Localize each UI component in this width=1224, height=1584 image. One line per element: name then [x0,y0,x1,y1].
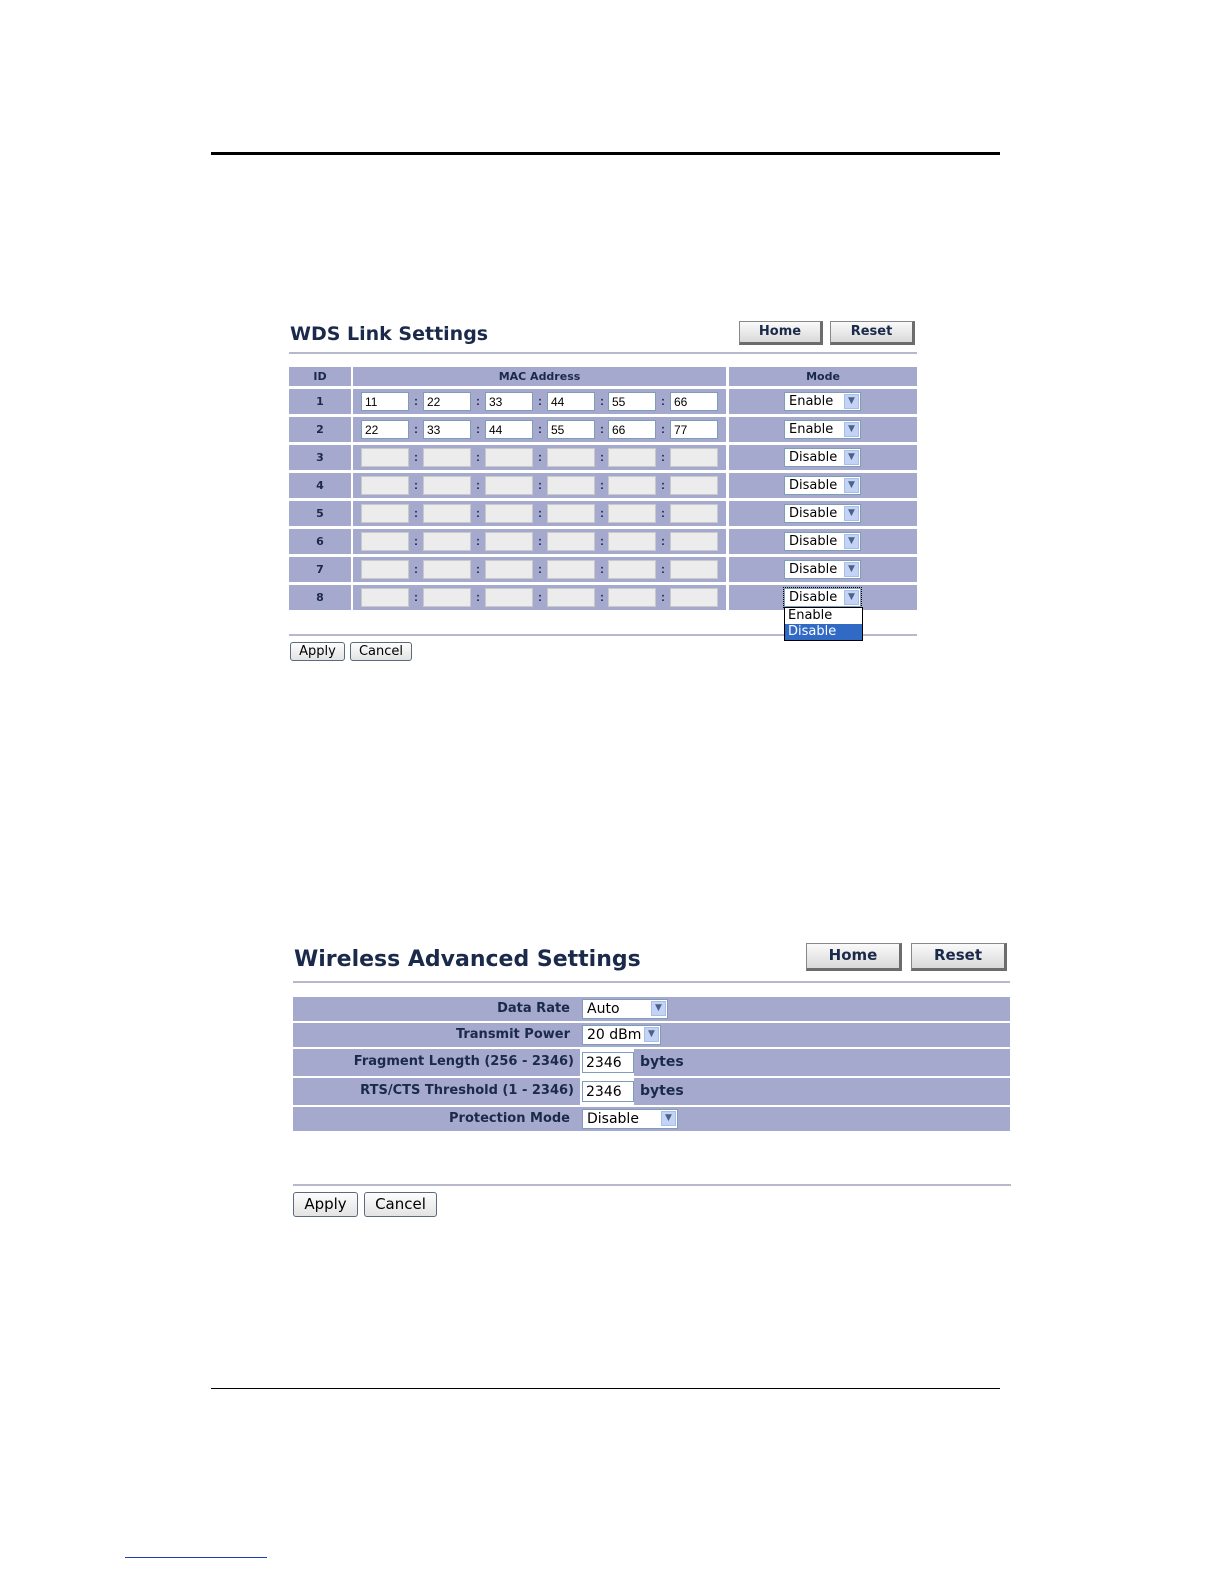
wds-row-id: 6 [316,535,324,548]
chevron-down-icon: ▼ [844,562,859,577]
chevron-down-icon: ▼ [651,1001,666,1016]
mac-octet-input-3[interactable] [485,420,533,439]
wds-bottom-divider-end [863,634,917,636]
mac-separator: : [476,422,480,436]
mac-separator: : [538,478,542,492]
mac-octet-input-1[interactable] [361,588,409,607]
mac-separator: : [414,506,418,520]
chevron-down-icon: ▼ [844,506,859,521]
wds-row-id-cell [289,501,351,526]
mac-separator: : [661,534,665,548]
mac-separator: : [414,422,418,436]
mac-separator: : [600,450,604,464]
mac-octet-input-3[interactable] [485,560,533,579]
mode-select-value: Disable [789,562,838,577]
mac-octet-input-3[interactable] [485,532,533,551]
fragment-length-row [293,1049,1010,1076]
wds-row-id: 8 [316,591,324,604]
mac-octet-input-2[interactable] [423,476,471,495]
mode-select-value: Disable [789,590,838,605]
data-rate-row [293,997,1010,1021]
wds-row-id-cell [289,417,351,442]
mac-octet-input-1[interactable] [361,392,409,411]
mac-separator: : [476,590,480,604]
mac-separator: : [600,478,604,492]
mac-separator: : [538,394,542,408]
mac-octet-input-4[interactable] [547,476,595,495]
mac-octet-input-1[interactable] [361,448,409,467]
mode-select[interactable] [784,504,861,523]
protection-mode-select[interactable] [582,1109,678,1129]
mac-separator: : [600,422,604,436]
mac-octet-input-2[interactable] [423,448,471,467]
mac-octet-input-3[interactable] [485,476,533,495]
rts-threshold-label: RTS/CTS Threshold (1 - 2346) [360,1083,574,1098]
mac-octet-input-3[interactable] [485,504,533,523]
mac-octet-input-2[interactable] [423,420,471,439]
mac-octet-input-4[interactable] [547,560,595,579]
mac-octet-input-5[interactable] [608,532,656,551]
wds-row-id-cell [289,557,351,582]
advanced-apply-button[interactable]: Apply [293,1192,358,1217]
mode-select-value: Enable [789,394,834,409]
transmit-power-value: 20 dBm [587,1027,642,1043]
mac-octet-input-6[interactable] [670,588,718,607]
wds-row-id-cell [289,389,351,414]
footer-rule [211,1388,1000,1389]
mac-octet-input-5[interactable] [608,504,656,523]
fragment-length-unit: bytes [640,1054,684,1070]
advanced-reset-button[interactable]: Reset [911,943,1007,971]
mode-select-value: Disable [789,478,838,493]
mac-octet-input-4[interactable] [547,532,595,551]
mac-separator: : [476,534,480,548]
chevron-down-icon: ▼ [844,422,859,437]
mode-select[interactable] [784,476,861,495]
mac-separator: : [476,562,480,576]
mac-octet-input-6[interactable] [670,560,718,579]
wds-row-id: 2 [316,423,324,436]
mac-separator: : [661,478,665,492]
mode-option-disable[interactable]: Disable [785,624,862,640]
mac-octet-input-5[interactable] [608,448,656,467]
data-rate-value: Auto [587,1001,620,1017]
mac-separator: : [661,562,665,576]
protection-mode-row [293,1107,1010,1131]
mac-octet-input-3[interactable] [485,448,533,467]
mac-separator: : [476,478,480,492]
mac-separator: : [600,506,604,520]
chevron-down-icon: ▼ [844,478,859,493]
protection-mode-value: Disable [587,1111,639,1127]
mac-separator: : [600,562,604,576]
advanced-title-divider [293,981,1010,983]
mac-separator: : [476,394,480,408]
mac-octet-input-5[interactable] [608,420,656,439]
mac-separator: : [538,422,542,436]
mac-separator: : [476,506,480,520]
wds-cancel-button[interactable]: Cancel [350,642,412,661]
mode-select[interactable] [784,532,861,551]
wds-header-mode-cell [729,367,917,386]
mac-separator: : [538,506,542,520]
mac-octet-input-2[interactable] [423,532,471,551]
wds-header-id-cell [289,367,351,386]
mac-separator: : [414,562,418,576]
mac-octet-input-2[interactable] [423,504,471,523]
chevron-down-icon: ▼ [844,394,859,409]
wds-row-id: 3 [316,451,324,464]
mac-octet-input-1[interactable] [361,560,409,579]
mode-select[interactable] [784,588,861,607]
wds-row-id-cell [289,445,351,470]
wds-header-mac-cell [353,367,726,386]
mode-select[interactable] [784,420,861,439]
mode-select[interactable] [784,560,861,579]
mac-octet-input-4[interactable] [547,448,595,467]
mac-separator: : [414,534,418,548]
chevron-down-icon: ▼ [661,1111,676,1126]
advanced-home-button[interactable]: Home [806,943,902,971]
mac-octet-input-6[interactable] [670,504,718,523]
mode-select[interactable] [784,392,861,411]
chevron-down-icon: ▼ [844,534,859,549]
mac-separator: : [538,534,542,548]
mode-dropdown-list[interactable] [784,607,863,641]
rts-threshold-unit: bytes [640,1083,684,1099]
mac-octet-input-1[interactable] [361,476,409,495]
fragment-length-label: Fragment Length (256 - 2346) [353,1054,574,1069]
mac-separator: : [538,590,542,604]
mac-octet-input-5[interactable] [608,392,656,411]
mac-octet-input-2[interactable] [423,560,471,579]
mac-octet-input-6[interactable] [670,532,718,551]
wds-reset-button[interactable]: Reset [830,321,915,345]
rts-threshold-input[interactable] [582,1081,634,1102]
mac-separator: : [414,450,418,464]
mac-separator: : [661,506,665,520]
mac-separator: : [414,590,418,604]
wds-title-divider [289,352,917,354]
wds-row-id-cell [289,585,351,610]
footer-link-underline [125,1557,267,1558]
mac-separator: : [414,478,418,492]
wds-row-id: 1 [316,395,324,408]
mac-octet-input-1[interactable] [361,504,409,523]
mac-octet-input-1[interactable] [361,532,409,551]
wds-row-id: 7 [316,563,324,576]
mac-octet-input-4[interactable] [547,392,595,411]
wds-row-id: 4 [316,479,324,492]
protection-mode-label: Protection Mode [449,1111,570,1126]
chevron-down-icon: ▼ [644,1027,659,1042]
advanced-page-title: Wireless Advanced Settings [294,947,641,972]
mode-select-value: Disable [789,450,838,465]
mac-octet-input-5[interactable] [608,476,656,495]
transmit-power-select[interactable] [582,1025,661,1045]
wds-row-id: 5 [316,507,324,520]
wds-bottom-divider [289,634,784,636]
mac-octet-input-5[interactable] [608,560,656,579]
mac-octet-input-3[interactable] [485,588,533,607]
wds-page-title: WDS Link Settings [290,323,489,345]
mode-select[interactable] [784,448,861,467]
mac-separator: : [661,590,665,604]
mode-select-value: Disable [789,534,838,549]
data-rate-label: Data Rate [497,1001,570,1016]
advanced-bottom-divider [293,1184,1011,1186]
mac-octet-input-6[interactable] [670,448,718,467]
mac-separator: : [661,450,665,464]
mac-separator: : [600,590,604,604]
mode-option-enable[interactable]: Enable [788,608,833,623]
wds-header-id: ID [313,370,327,383]
mac-octet-input-4[interactable] [547,504,595,523]
transmit-power-row [293,1023,1010,1047]
mac-separator: : [600,394,604,408]
wds-row-id-cell [289,473,351,498]
chevron-down-icon: ▼ [844,590,859,605]
transmit-power-label: Transmit Power [455,1027,570,1042]
header-rule [211,152,1000,155]
mode-select-value: Disable [789,506,838,521]
mac-separator: : [661,422,665,436]
mode-select-value: Enable [789,422,834,437]
fragment-length-input[interactable] [582,1052,634,1073]
mac-octet-input-4[interactable] [547,588,595,607]
rts-threshold-row [293,1078,1010,1105]
advanced-cancel-button[interactable]: Cancel [364,1192,437,1217]
mac-octet-input-1[interactable] [361,420,409,439]
wds-header-mode: Mode [806,370,840,383]
mac-separator: : [661,394,665,408]
mac-octet-input-5[interactable] [608,588,656,607]
data-rate-select[interactable] [582,999,668,1019]
mac-octet-input-6[interactable] [670,476,718,495]
mac-separator: : [538,450,542,464]
mac-separator: : [476,450,480,464]
wds-home-button[interactable]: Home [739,321,823,345]
wds-row-id-cell [289,529,351,554]
mac-octet-input-6[interactable] [670,392,718,411]
mac-octet-input-2[interactable] [423,588,471,607]
chevron-down-icon: ▼ [844,450,859,465]
mac-separator: : [538,562,542,576]
wds-apply-button[interactable]: Apply [290,642,345,661]
mac-octet-input-2[interactable] [423,392,471,411]
mac-octet-input-3[interactable] [485,392,533,411]
mac-separator: : [600,534,604,548]
mac-octet-input-4[interactable] [547,420,595,439]
wds-header-mac: MAC Address [498,370,581,383]
mac-separator: : [414,394,418,408]
mac-octet-input-6[interactable] [670,420,718,439]
